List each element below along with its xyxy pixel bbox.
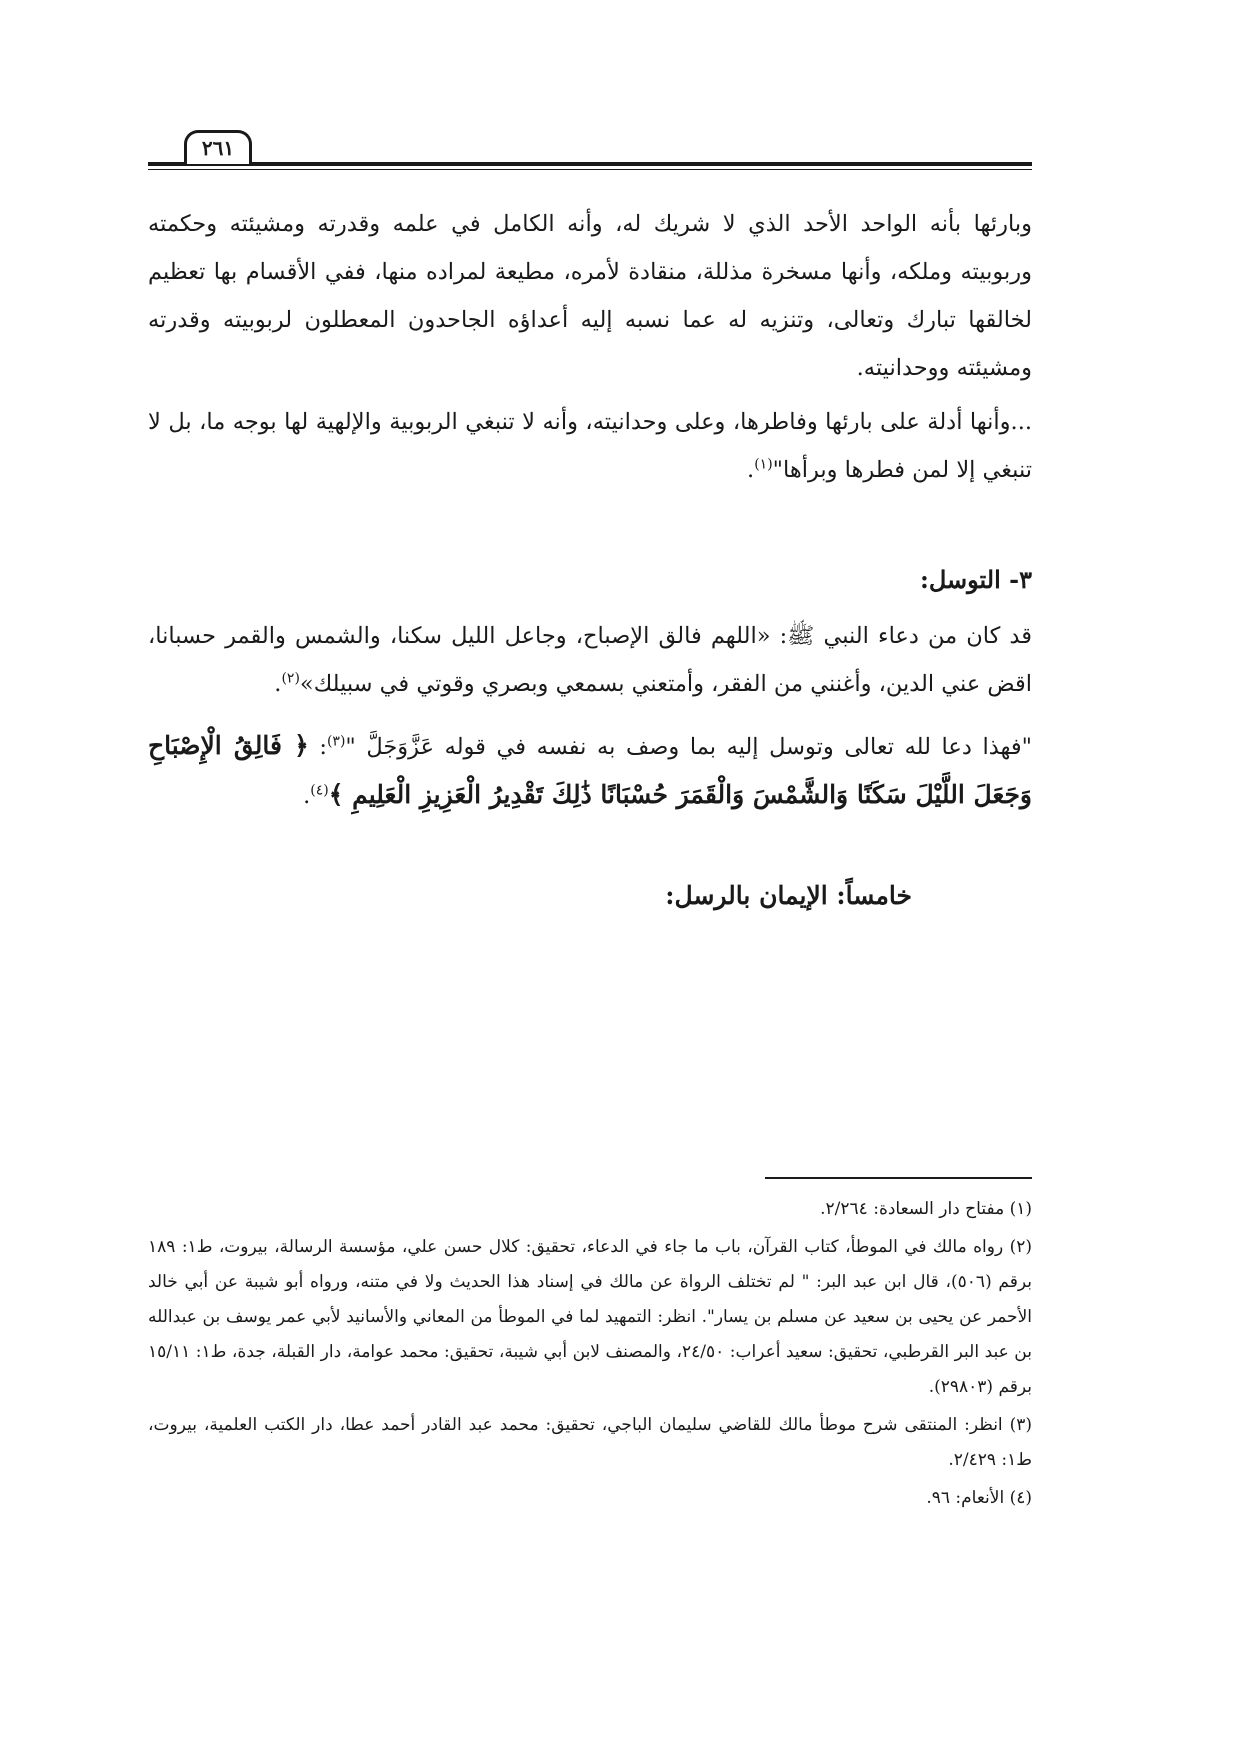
paragraph-2: ...وأنها أدلة على بارئها وفاطرها، وعلى وحدانيته، وأنه لا تنبغي الربوبية والإلهية لها بوجه ما، بل لا تنبغي إلا لمن فطرها وبرأها"$^{(١)}$. xyxy=(148,409,1032,483)
section-heading-tawassul: ٣- التوسل: xyxy=(920,565,1032,594)
footnote-2: (٢) رواه مالك في الموطأ، كتاب القرآن، باب ما جاء في الدعاء، تحقيق: كلال حسن علي، مؤسسة الرسالة، بيروت، ط١: ١٨٩ برقم (٥٠٦)، قال ابن عبد البر: " لم تختلف الرواة عن مالك في إسناد هذا الحديث ولا في متنه، ورواه أبو شيبة عن أبي خالد الأحمر عن يحيى بن سعيد عن مسلم بن يسار". انظر: التمهيد لما في الموطأ من المعاني والأسانيد لأبي عمر يوسف بن عبدالله بن عبد البر القرطبي، تحقيق: سعيد أعراب: ٢٤/٥٠، والمصنف لابن أبي شيبة، تحقيق: محمد عوامة، دار القبلة، جدة، ط١: ١٥/١١ برقم (٢٩٨٠٣). xyxy=(148,1237,1032,1397)
footnote-3: (٣) انظر: المنتقى شرح موطأ مالك للقاضي سليمان الباجي، تحقيق: محمد عبد القادر أحمد عطا، دار الكتب العلمية، بيروت، ط١: ٢/٤٢٩. xyxy=(148,1415,1032,1470)
paragraph-4: "فهذا دعا لله تعالى وتوسل إليه بما وصف به نفسه في قوله عَزَّوَجَلَّ "$^{(٣)}$: ﴿ فَالِقُ الْإِصْبَاحِ وَجَعَلَ اللَّيْلَ سَكَنًا وَالشَّمْسَ وَالْقَمَرَ حُسْبَانًا ذَٰلِكَ تَقْدِيرُ الْعَزِيزِ الْعَلِيمِ ﴾$^{(٤)}$. xyxy=(148,731,1033,809)
header-rule-thin xyxy=(148,169,1032,170)
paragraph-3: قد كان من دعاء النبي ﷺ: «اللهم فالق الإصباح، وجاعل الليل سكنا، والشمس والقمر حسبانا، اقض عني الدين، وأغنني من الفقر، وأمتعني بسمعي وبصري وقوتي في سبيلك»$^{(٢)}$. xyxy=(148,623,1032,697)
page-header xyxy=(148,128,1032,178)
footnote-4: (٤) الأنعام: ٩٦. xyxy=(926,1488,1032,1508)
paragraph-3-text: قد كان من دعاء النبي ﷺ: «اللهم فالق الإصباح، وجاعل الليل سكنا، والشمس والقمر حسبانا، اقض عني الدين، وأغنني من الفقر، وأمتعني بسمعي وبصري وقوتي في سبيلك» xyxy=(148,623,1032,697)
paragraph-4-intro: "فهذا دعا لله تعالى وتوسل إليه بما وصف به نفسه في قوله عَزَّوَجَلَّ " xyxy=(345,734,1033,760)
footnotes xyxy=(148,1192,1032,1519)
footnote-ref-1[interactable]: (١) xyxy=(754,456,773,473)
main-text xyxy=(148,200,1032,920)
page-number: ٢٦١ xyxy=(184,130,252,164)
footnote-ref-2[interactable]: (٢) xyxy=(281,670,300,687)
section-heading-rusul: خامساً: الإيمان بالرسل: xyxy=(665,881,912,910)
footnote-separator xyxy=(765,1177,1032,1179)
footnote-ref-3[interactable]: (٣) xyxy=(326,733,346,750)
paragraph-2-text: ...وأنها أدلة على بارئها وفاطرها، وعلى وحدانيته، وأنه لا تنبغي الربوبية والإلهية لها بوجه ما، بل لا تنبغي إلا لمن فطرها وبرأها" xyxy=(148,409,1032,483)
paragraph-1: وبارئها بأنه الواحد الأحد الذي لا شريك له، وأنه الكامل في علمه وقدرته ومشيئته وحكمته وربوبيته وملكه، وأنها مسخرة مذللة، منقادة لأمره، مطيعة لمراده منها، ففي الأقسام بها تعظيم لخالقها تبارك وتعالى، وتنزيه له عما نسبه إليه أعداؤه الجاحدون المعطلون لربوبيته وقدرته ومشيئته ووحدانيته. xyxy=(148,211,1032,381)
quran-verse: ﴿ فَالِقُ الْإِصْبَاحِ وَجَعَلَ اللَّيْلَ سَكَنًا وَالشَّمْسَ وَالْقَمَرَ حُسْبَانًا ذَٰلِكَ تَقْدِيرُ الْعَزِيزِ الْعَلِيمِ ﴾ xyxy=(148,731,1032,809)
footnote-ref-4[interactable]: (٤) xyxy=(310,782,329,799)
header-rule xyxy=(148,162,1032,166)
footnote-1: (١) مفتاح دار السعادة: ٢/٢٦٤. xyxy=(820,1199,1032,1219)
